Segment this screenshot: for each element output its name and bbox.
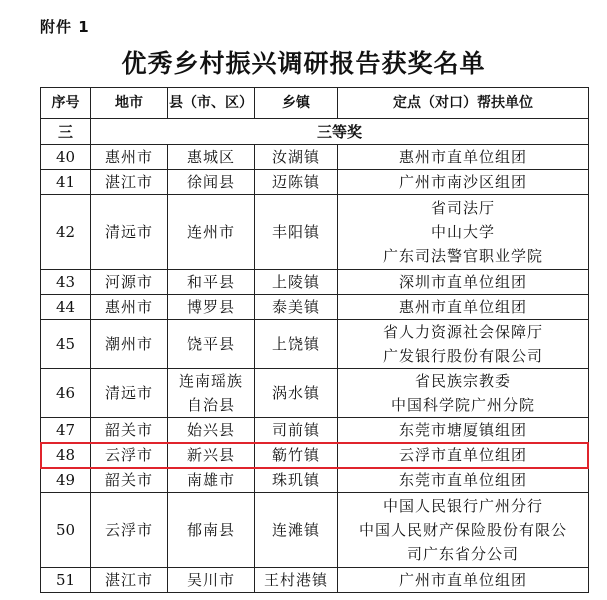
row-county [168, 369, 255, 418]
row-index: 51 [41, 568, 91, 593]
row-county: 郁南县 [168, 493, 255, 568]
row-unit [338, 195, 589, 270]
column-header-county: 县（市、区） [168, 88, 255, 119]
row-town: 泰美镇 [255, 295, 338, 320]
row-index: 45 [41, 320, 91, 369]
row-unit [338, 270, 589, 295]
table-row [41, 320, 589, 369]
unit-line: 广州市直单位组团 [398, 571, 527, 589]
row-unit [338, 568, 589, 593]
table-row [41, 468, 589, 493]
section-index: 三 [41, 119, 91, 145]
row-unit [338, 170, 589, 195]
row-unit [338, 418, 589, 443]
row-unit [338, 320, 589, 369]
table-row [41, 568, 589, 593]
row-unit [338, 443, 589, 468]
unit-line: 中国人民银行广州分行 [382, 497, 543, 515]
row-index: 44 [41, 295, 91, 320]
attachment-label: 附件 1 [40, 18, 90, 36]
table-header-row [41, 88, 589, 119]
row-city: 清远市 [91, 195, 168, 270]
row-county: 博罗县 [168, 295, 255, 320]
row-index: 46 [41, 369, 91, 418]
unit-line: 东莞市直单位组团 [398, 471, 527, 489]
row-city: 惠州市 [91, 295, 168, 320]
row-index: 42 [41, 195, 91, 270]
column-header-unit: 定点（对口）帮扶单位 [338, 88, 589, 119]
row-town: 上饶镇 [255, 320, 338, 369]
unit-line: 东莞市塘厦镇组团 [398, 421, 527, 439]
row-town: 迈陈镇 [255, 170, 338, 195]
unit-line: 广东司法警官职业学院 [382, 247, 543, 265]
table-row [41, 170, 589, 195]
row-unit [338, 145, 589, 170]
unit-line: 云浮市直单位组团 [398, 446, 527, 464]
section-row [41, 119, 589, 145]
row-town: 汝湖镇 [255, 145, 338, 170]
county-line: 连南瑶族 [178, 372, 243, 390]
row-index: 40 [41, 145, 91, 170]
row-town: 上陵镇 [255, 270, 338, 295]
unit-line: 惠州市直单位组团 [398, 298, 527, 316]
award-table [40, 87, 589, 593]
row-city: 韶关市 [91, 468, 168, 493]
column-header-index: 序号 [41, 88, 91, 119]
row-county: 始兴县 [168, 418, 255, 443]
row-county: 惠城区 [168, 145, 255, 170]
unit-line: 中国科学院广州分院 [390, 396, 535, 414]
row-unit [338, 295, 589, 320]
row-unit [338, 493, 589, 568]
unit-line: 省司法厅 [430, 199, 495, 217]
section-label: 三等奖 [91, 119, 589, 145]
row-city: 云浮市 [91, 443, 168, 468]
county-line: 自治县 [186, 396, 235, 414]
table-row [41, 369, 589, 418]
row-unit [338, 468, 589, 493]
unit-line: 省人力资源社会保障厅 [382, 323, 543, 341]
row-index: 41 [41, 170, 91, 195]
row-county: 南雄市 [168, 468, 255, 493]
column-header-city: 地市 [91, 88, 168, 119]
row-city: 潮州市 [91, 320, 168, 369]
row-town: 丰阳镇 [255, 195, 338, 270]
table-row [41, 295, 589, 320]
row-county: 吴川市 [168, 568, 255, 593]
row-index: 47 [41, 418, 91, 443]
row-unit [338, 369, 589, 418]
row-city: 云浮市 [91, 493, 168, 568]
row-town: 珠玑镇 [255, 468, 338, 493]
unit-line: 省民族宗教委 [414, 372, 511, 390]
table-row [41, 270, 589, 295]
unit-line: 中山大学 [430, 223, 495, 241]
row-city: 河源市 [91, 270, 168, 295]
unit-line: 中国人民财产保险股份有限公 [358, 521, 567, 539]
row-city: 湛江市 [91, 568, 168, 593]
table-row-highlighted [41, 443, 589, 468]
unit-line: 惠州市直单位组团 [398, 148, 527, 166]
row-town: 王村港镇 [255, 568, 338, 593]
row-town: 司前镇 [255, 418, 338, 443]
row-city: 清远市 [91, 369, 168, 418]
row-city: 惠州市 [91, 145, 168, 170]
row-index: 49 [41, 468, 91, 493]
document-title: 优秀乡村振兴调研报告获奖名单 [121, 49, 486, 78]
row-county: 和平县 [168, 270, 255, 295]
table-row [41, 493, 589, 568]
row-index: 50 [41, 493, 91, 568]
row-town: 连滩镇 [255, 493, 338, 568]
unit-line: 司广东省分公司 [406, 545, 519, 563]
row-county: 饶平县 [168, 320, 255, 369]
row-town: 涡水镇 [255, 369, 338, 418]
row-county: 徐闻县 [168, 170, 255, 195]
row-town: 簕竹镇 [255, 443, 338, 468]
row-index: 48 [41, 443, 91, 468]
table-row [41, 418, 589, 443]
table-row [41, 195, 589, 270]
unit-line: 广州市南沙区组团 [398, 173, 527, 191]
row-county: 连州市 [168, 195, 255, 270]
row-index: 43 [41, 270, 91, 295]
row-city: 湛江市 [91, 170, 168, 195]
unit-line: 深圳市直单位组团 [398, 273, 527, 291]
unit-line: 广发银行股份有限公司 [382, 347, 543, 365]
row-county: 新兴县 [168, 443, 255, 468]
table-row [41, 145, 589, 170]
row-city: 韶关市 [91, 418, 168, 443]
column-header-town: 乡镇 [255, 88, 338, 119]
